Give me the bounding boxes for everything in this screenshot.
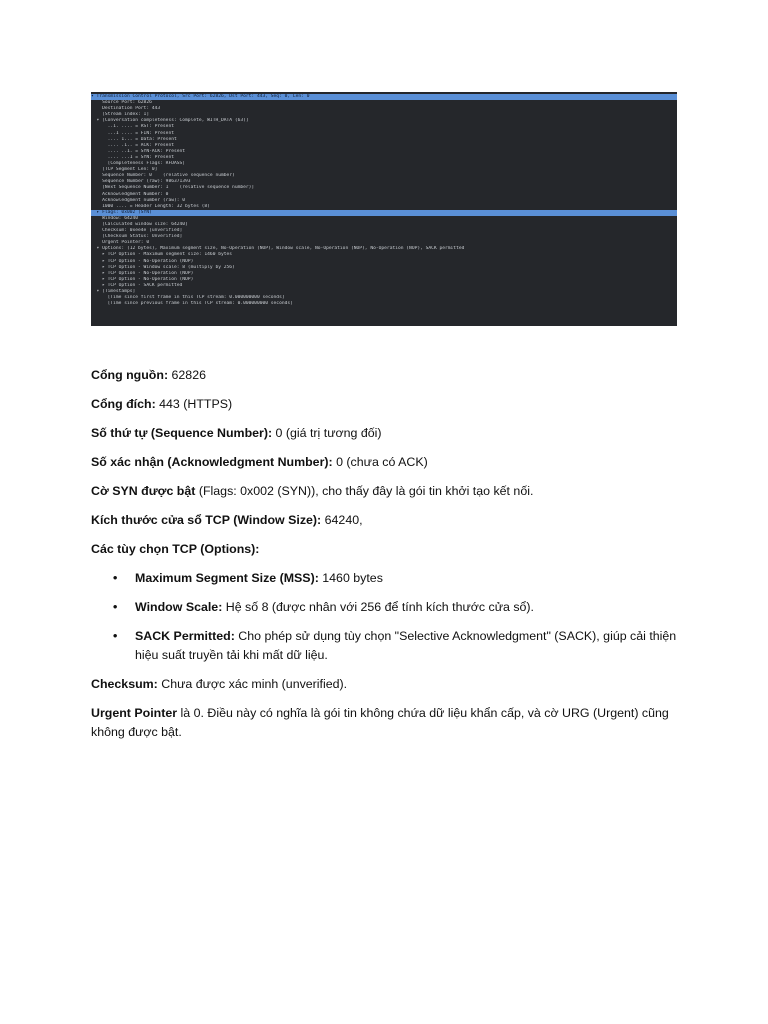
checksum-value: Chưa được xác minh (unverified). (157, 677, 348, 691)
option-value: Cho phép sử dụng tùy chọn "Selective Acknowledgment" (SACK), giúp cải thiện hiệu suất truyền tải khi mất dữ liệu. (135, 629, 677, 662)
packet-detail-line: .... ...1 = SYN: Present (91, 154, 174, 160)
sequence-number-label: Số thứ tự (Sequence Number): (91, 426, 273, 440)
packet-detail-line: [TCP Segment Len: 0] (91, 167, 158, 173)
window-size-value: 64240, (321, 513, 363, 527)
ack-number-paragraph (91, 453, 681, 472)
packet-detail-line: ▸ TCP Option - SACK permitted (91, 282, 183, 288)
packet-detail-line: Checksum: 0xee4e [unverified] (91, 228, 183, 234)
syn-flag-value: (Flags: 0x002 (SYN)), cho thấy đây là gói tin khởi tạo kết nối. (195, 484, 534, 498)
packet-detail-line: ▸ Flags: 0x002 (SYN) (91, 210, 677, 216)
list-item (91, 627, 681, 665)
packet-detail-line: Source Port: 62826 (91, 100, 152, 106)
packet-detail-line: 1000 .... = Header Length: 32 bytes (8) (91, 203, 210, 209)
packet-detail-line: ..1. .... = RST: Present (91, 124, 174, 130)
packet-detail-line: [Calculated window size: 64240] (91, 221, 188, 227)
sequence-number-value: 0 (giá trị tương đối) (272, 426, 382, 440)
packet-detail-line: ▸ TCP Option - Window scale: 8 (multiply by 256) (91, 264, 235, 270)
packet-detail-line: [Checksum Status: Unverified] (91, 234, 183, 240)
syn-flag-paragraph (91, 482, 681, 501)
packet-detail-line: Window: 64240 (91, 215, 139, 221)
option-label: Window Scale: (135, 600, 223, 614)
source-port-paragraph (91, 366, 681, 385)
option-value: 1460 bytes (318, 571, 383, 585)
packet-detail-line: [Next Sequence Number: 1 (relative sequence number)] (91, 185, 255, 191)
option-label: SACK Permitted: (135, 629, 235, 643)
urgent-pointer-paragraph (91, 704, 681, 742)
window-size-label: Kích thước cửa sổ TCP (Window Size): (91, 513, 322, 527)
packet-detail-line: .... ..1. = SYN-ACK: Present (91, 148, 186, 154)
packet-detail-line: Sequence Number: 0 (relative sequence number) (91, 173, 235, 179)
packet-detail-line: ▸ TCP Option - No-Operation (NOP) (91, 258, 194, 264)
bullet-icon: • (113, 629, 118, 643)
packet-detail-line: ▾ Transmission Control Protocol, Src Port: 62826, Dst Port: 443, Seq: 0, Len: 0 (91, 94, 677, 100)
window-size-paragraph (91, 511, 681, 530)
syn-flag-label: Cờ SYN được bật (91, 484, 196, 498)
options-heading (91, 540, 681, 559)
destination-port-paragraph (91, 395, 681, 414)
options-heading-text: Các tùy chọn TCP (Options): (91, 542, 260, 556)
list-item (91, 598, 681, 617)
option-value: Hệ số 8 (được nhân với 256 để tính kích thước cửa sổ). (222, 600, 534, 614)
source-port-label: Cổng nguồn: (91, 368, 169, 382)
source-port-value: 62826 (168, 368, 206, 382)
packet-detail-line: ▸ TCP Option - Maximum segment size: 1460 bytes (91, 252, 233, 258)
packet-detail-line: ...1 .... = FIN: Present (91, 130, 174, 136)
urgent-pointer-value: là 0. Điều này có nghĩa là gói tin không chứa dữ liệu khẩn cấp, và cờ URG (Urgent) cũng không được bật. (91, 706, 669, 739)
packet-detail-line: ▾ [Timestamps] (91, 289, 136, 294)
packet-detail-line: Urgent Pointer: 0 (91, 240, 150, 246)
packet-detail-line: ▸ TCP Option - No-Operation (NOP) (91, 276, 194, 282)
list-item (91, 569, 681, 588)
packet-detail-line: .... .1.. = ACK: Present (91, 142, 174, 148)
destination-port-label: Cổng đích: (91, 397, 156, 411)
packet-detail-line: Acknowledgment number (raw): 0 (91, 197, 186, 203)
packet-detail-line: ▾ Options: (12 bytes), Maximum segment size, No-Operation (NOP), Window scale, No-Operation (NOP), No-Operation (NOP), SACK permitted (91, 246, 465, 252)
checksum-paragraph (91, 675, 681, 694)
packet-detail-line: ▾ [Conversation completeness: Complete, WITH_DATA (63)] (91, 118, 249, 124)
packet-detail-line: Sequence Number (raw): 986371393 (91, 179, 191, 185)
packet-detail-line: [Time since first frame in this TCP stream: 0.000000000 seconds] (91, 295, 285, 301)
bullet-icon: • (113, 571, 118, 585)
ack-number-label: Số xác nhận (Acknowledgment Number): (91, 455, 333, 469)
packet-detail-line: [Completeness Flags: RFDASS] (91, 161, 186, 167)
packet-detail-line: Destination Port: 443 (91, 106, 161, 112)
sequence-number-paragraph (91, 424, 681, 443)
ack-number-value: 0 (chưa có ACK) (332, 455, 428, 469)
packet-detail-line: .... 1... = Data: Present (91, 136, 177, 142)
checksum-label: Checksum: (91, 677, 158, 691)
packet-detail-line: [Stream index: 1] (91, 112, 150, 118)
options-list (91, 569, 681, 665)
urgent-pointer-label: Urgent Pointer (91, 706, 178, 720)
destination-port-value: 443 (HTTPS) (155, 397, 233, 411)
bullet-icon: • (113, 600, 118, 614)
wireshark-packet-details-screenshot (91, 92, 677, 326)
packet-detail-line: ▸ TCP Option - No-Operation (NOP) (91, 270, 194, 276)
option-label: Maximum Segment Size (MSS): (135, 571, 319, 585)
document-body (91, 366, 681, 752)
packet-detail-line: Acknowledgment Number: 0 (91, 191, 169, 197)
packet-detail-line: [Time since previous frame in this TCP stream: 0.000000000 seconds] (91, 301, 293, 307)
